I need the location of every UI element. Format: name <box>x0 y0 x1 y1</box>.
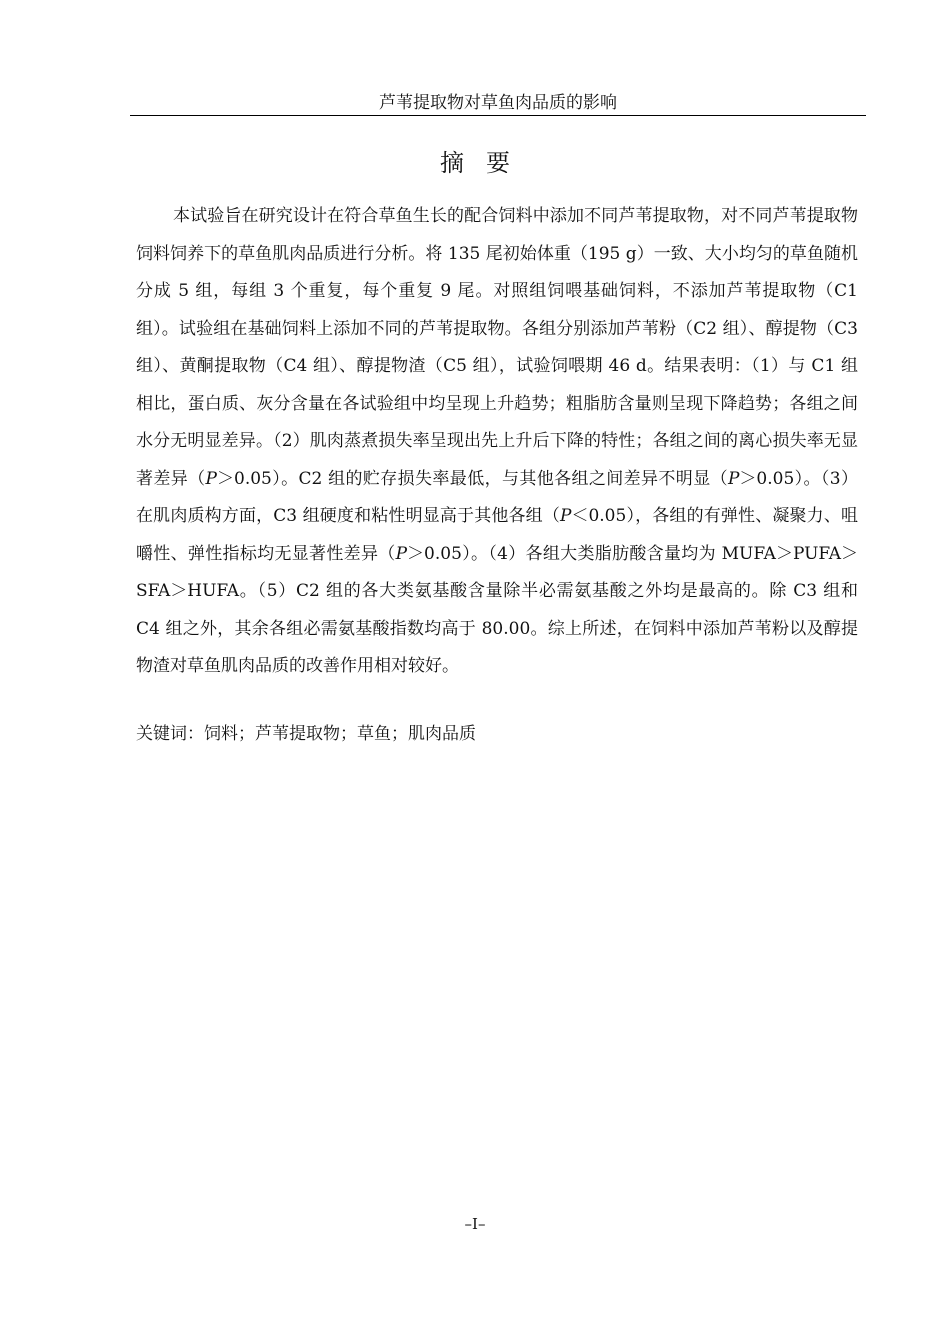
page-number: –I– <box>464 1215 486 1233</box>
page-title: 摘要 <box>440 149 532 177</box>
abstract-text-5: ＞0.05）。（4）各组大类脂肪酸含量均为 MUFA＞PUFA＞SFA＞HUFA。（5）C2 组的各大类氨基酸含量除半必需氨基酸之外均是最高的。除 C3 组和 C4 组之外，其余各组必需氨基酸指数均高于 80.00。综上所述，在饲料中添加芦苇粉以及醇提物渣对草鱼肌肉品质的改善作用相对较好。 <box>136 543 859 676</box>
keywords-line: 关键词：饲料；芦苇提取物；草鱼；肌肉品质 <box>136 724 476 744</box>
header-rule <box>130 115 866 116</box>
p-symbol: P <box>205 468 217 489</box>
p-symbol: P <box>395 543 408 564</box>
p-symbol: P <box>560 506 572 526</box>
abstract-text-1: 本试验旨在研究设计在符合草鱼生长的配合饲料中添加不同芦苇提取物，对不同芦苇提取物饲料饲养下的草鱼肌肉品质进行分析。将 135 尾初始体重（195 g）一致、大小均匀的草鱼随机分成 5 组，每组 3 个重复，每个重复 9 尾。对照组饲喂基础饲料，不添加芦苇提取物（C1 组）。试验组在基础饲料上添加不同的芦苇提取物。各组分别添加芦苇粉（C2 组）、醇提物（C3 组）、黄酮提取物（C4 组）、醇提物渣（C5 组），试验饲喂期 46 d。结果表明：（1）与 C1 组相比，蛋白质、灰分含量在各试验组中均呈现上升趋势；粗脂肪含量则呈现下降趋势；各组之间水分无明显差异。（2）肌肉蒸煮损失率呈现出先上升后下降的特性；各组之间的离心损失率无显著差异（ <box>136 206 858 489</box>
abstract-paragraph <box>136 198 858 686</box>
p-symbol: P <box>727 468 740 489</box>
abstract-text-4: ＜0.05），各组的有弹性、凝聚力、咀嚼性、弹性指标均无显著性差异（ <box>136 506 858 564</box>
abstract-text-3: ＞0.05）。（3）在肌肉质构方面，C3 组硬度和粘性明显高于其他各组（ <box>136 468 859 526</box>
abstract-text-2: ＞0.05）。C2 组的贮存损失率最低，与其他各组之间差异不明显（ <box>217 468 728 489</box>
running-header: 芦苇提取物对草鱼肉品质的影响 <box>379 93 617 113</box>
